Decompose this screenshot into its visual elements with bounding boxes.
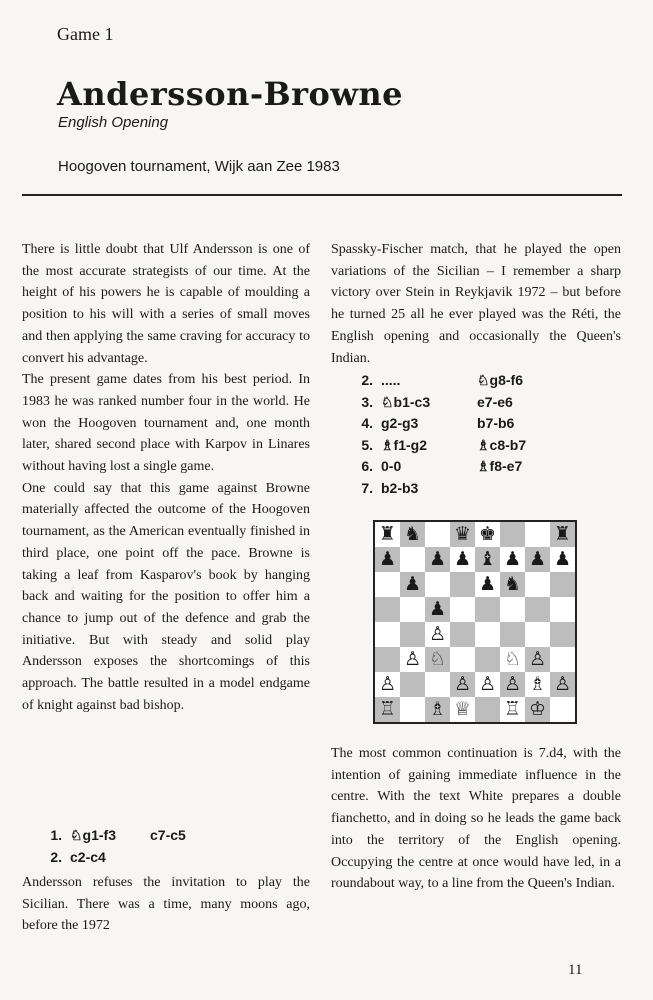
square-a8: [375, 522, 400, 547]
move-row: [351, 392, 631, 414]
square-h2: [550, 672, 575, 697]
square-e2: [475, 672, 500, 697]
square-a3: [375, 647, 400, 672]
square-a5: [375, 597, 400, 622]
square-b3: [400, 647, 425, 672]
move-number: 3.: [361, 393, 373, 410]
black-move: b7-b6: [477, 415, 515, 432]
square-e7: [475, 547, 500, 572]
square-b7: [400, 547, 425, 572]
square-d8: [450, 522, 475, 547]
square-h1: [550, 697, 575, 722]
square-b6: [400, 572, 425, 597]
paragraph: The most common continuation is 7.d4, with the intention of gaining immediate influence in the centre. With the text White prepares a double fianchetto, and in doing so he leads the game back into the territory of the English opening. Occupying the centre at once would have led, in a roundabout way, to a line from the Queen's Indian.: [331, 746, 621, 892]
chess-piece: ♟: [503, 548, 522, 570]
square-c7: [425, 547, 450, 572]
square-f5: [500, 597, 525, 622]
chess-piece: ♘: [503, 648, 522, 670]
move-list-right: [351, 370, 631, 500]
chess-piece: ♙: [478, 673, 497, 695]
square-h6: [550, 572, 575, 597]
chess-piece: ♙: [528, 648, 547, 670]
move-number: 4.: [361, 415, 373, 432]
square-f6: [500, 572, 525, 597]
square-a1: [375, 697, 400, 722]
square-b4: [400, 622, 425, 647]
black-move: ♘g8-f6: [477, 372, 523, 388]
chess-piece: ♜: [553, 523, 572, 545]
square-c8: [425, 522, 450, 547]
paragraph: Spassky-Fischer match, that he played the open variations of the Sicilian – I remember a sharp victory over Stein in Reykjavik 1972 – but before he turned 25 all he ever played was the Réti, the English opening and occasionally the Queen's Indian.: [331, 242, 621, 366]
chess-piece: ♙: [403, 648, 422, 670]
chess-piece: ♞: [403, 523, 422, 545]
chess-piece: ♖: [378, 698, 397, 720]
square-d4: [450, 622, 475, 647]
move-number: 5.: [361, 436, 373, 453]
move-number: 2.: [361, 372, 373, 388]
square-b8: [400, 522, 425, 547]
square-h4: [550, 622, 575, 647]
event-line: Hoogoven tournament, Wijk aan Zee 1983: [58, 158, 340, 175]
square-a7: [375, 547, 400, 572]
move-row: [40, 825, 320, 847]
square-h8: [550, 522, 575, 547]
move-row: [40, 847, 320, 869]
left-column: [22, 239, 310, 716]
square-g8: [525, 522, 550, 547]
square-e1: [475, 697, 500, 722]
chess-piece: ♟: [403, 573, 422, 595]
move-row: [351, 456, 631, 478]
chess-piece: ♟: [378, 548, 397, 570]
square-d5: [450, 597, 475, 622]
chess-piece: ♟: [428, 548, 447, 570]
square-g6: [525, 572, 550, 597]
chess-board: [375, 522, 575, 722]
move-number: 2.: [50, 848, 62, 865]
chess-piece: ♟: [478, 573, 497, 595]
square-e5: [475, 597, 500, 622]
square-b1: [400, 697, 425, 722]
white-move: 0-0: [381, 458, 402, 475]
chess-piece: ♟: [553, 548, 572, 570]
right-column-top: [331, 239, 621, 369]
chess-piece: ♛: [453, 523, 472, 545]
square-c3: [425, 647, 450, 672]
square-g1: [525, 697, 550, 722]
square-f2: [500, 672, 525, 697]
chess-piece: ♟: [428, 598, 447, 620]
white-move: ♘g1-f3: [70, 827, 116, 843]
square-c4: [425, 622, 450, 647]
white-move: .....: [381, 372, 401, 388]
square-c1: [425, 697, 450, 722]
square-g5: [525, 597, 550, 622]
square-f3: [500, 647, 525, 672]
paragraph: There is little doubt that Ulf Andersson is one of the most accurate strategists of our time. At the height of his powers he is capable of moulding a position to his will with a series of small moves and then applying the same craving for accuracy to convert his advantage.: [22, 242, 310, 366]
white-move: b2-b3: [381, 479, 419, 496]
square-d1: [450, 697, 475, 722]
chess-piece: ♙: [503, 673, 522, 695]
square-d3: [450, 647, 475, 672]
paragraph: The present game dates from his best period. In 1983 he was ranked number four in the world. He won the Hoogoven tournament and, one month later, shared second place with Karpov in Linares without having lost a single game.: [22, 372, 310, 475]
square-h5: [550, 597, 575, 622]
move-number: 6.: [361, 458, 373, 475]
chess-piece: ♗: [428, 698, 447, 720]
square-a6: [375, 572, 400, 597]
square-c6: [425, 572, 450, 597]
chess-piece: ♝: [478, 548, 497, 570]
square-d7: [450, 547, 475, 572]
white-move: ♗f1-g2: [381, 436, 427, 453]
right-column-bottom: [331, 743, 621, 895]
move-row: [351, 435, 631, 457]
square-f1: [500, 697, 525, 722]
square-e4: [475, 622, 500, 647]
header-rule: [22, 194, 622, 196]
square-c5: [425, 597, 450, 622]
chess-piece: ♞: [503, 573, 522, 595]
square-h3: [550, 647, 575, 672]
square-g7: [525, 547, 550, 572]
square-a2: [375, 672, 400, 697]
square-b5: [400, 597, 425, 622]
opening-name: English Opening: [58, 114, 169, 131]
square-c2: [425, 672, 450, 697]
chess-piece: ♟: [528, 548, 547, 570]
chess-piece: ♔: [528, 698, 547, 720]
chess-piece: ♕: [453, 698, 472, 720]
move-row: [351, 370, 631, 392]
square-e6: [475, 572, 500, 597]
move-row: [351, 478, 631, 500]
black-move: ♗c8-b7: [477, 436, 527, 453]
page-number: 11: [568, 962, 583, 978]
paragraph: Andersson refuses the invitation to play the Sicilian. There was a time, many moons ago, before the 1972: [22, 875, 310, 934]
black-move: c7-c5: [150, 827, 186, 843]
white-move: c2-c4: [70, 848, 106, 865]
black-move: e7-e6: [477, 393, 513, 410]
square-g3: [525, 647, 550, 672]
white-move: ♘b1-c3: [381, 393, 431, 410]
square-h7: [550, 547, 575, 572]
move-number: 7.: [361, 479, 373, 496]
black-move: ♗f8-e7: [477, 458, 523, 475]
square-d6: [450, 572, 475, 597]
chess-piece: ♙: [453, 673, 472, 695]
move-list-left: [40, 825, 320, 868]
left-column-continuation: [22, 872, 310, 937]
paragraph: One could say that this game against Browne materially affected the outcome of the Hoogoven tournament, as the American eventually finished in third place, one point off the pace. Browne is taking a leaf from Kasparov's book by hanging back and waiting for the position to offer him a chance to jump out of the defence and grab the initiative. But with steady and solid play Andersson exposes the shortcomings of this approach. The battle resulted in a model endgame of knight against bad bishop.: [22, 480, 310, 713]
chess-piece: ♖: [503, 698, 522, 720]
chess-piece: ♙: [553, 673, 572, 695]
chess-piece: ♘: [428, 648, 447, 670]
game-number: Game 1: [57, 24, 114, 44]
square-a4: [375, 622, 400, 647]
chess-piece: ♚: [478, 523, 497, 545]
white-move: g2-g3: [381, 415, 419, 432]
move-row: [351, 413, 631, 435]
square-f7: [500, 547, 525, 572]
square-f4: [500, 622, 525, 647]
square-d2: [450, 672, 475, 697]
square-e8: [475, 522, 500, 547]
square-g2: [525, 672, 550, 697]
chess-piece: ♜: [378, 523, 397, 545]
game-title: Andersson-Browne: [57, 75, 404, 113]
chess-piece: ♗: [528, 673, 547, 695]
chess-piece: ♟: [453, 548, 472, 570]
square-e3: [475, 647, 500, 672]
move-number: 1.: [50, 827, 62, 843]
chess-piece: ♙: [428, 623, 447, 645]
chess-diagram: [373, 520, 577, 724]
square-g4: [525, 622, 550, 647]
chess-piece: ♙: [378, 673, 397, 695]
square-b2: [400, 672, 425, 697]
square-f8: [500, 522, 525, 547]
